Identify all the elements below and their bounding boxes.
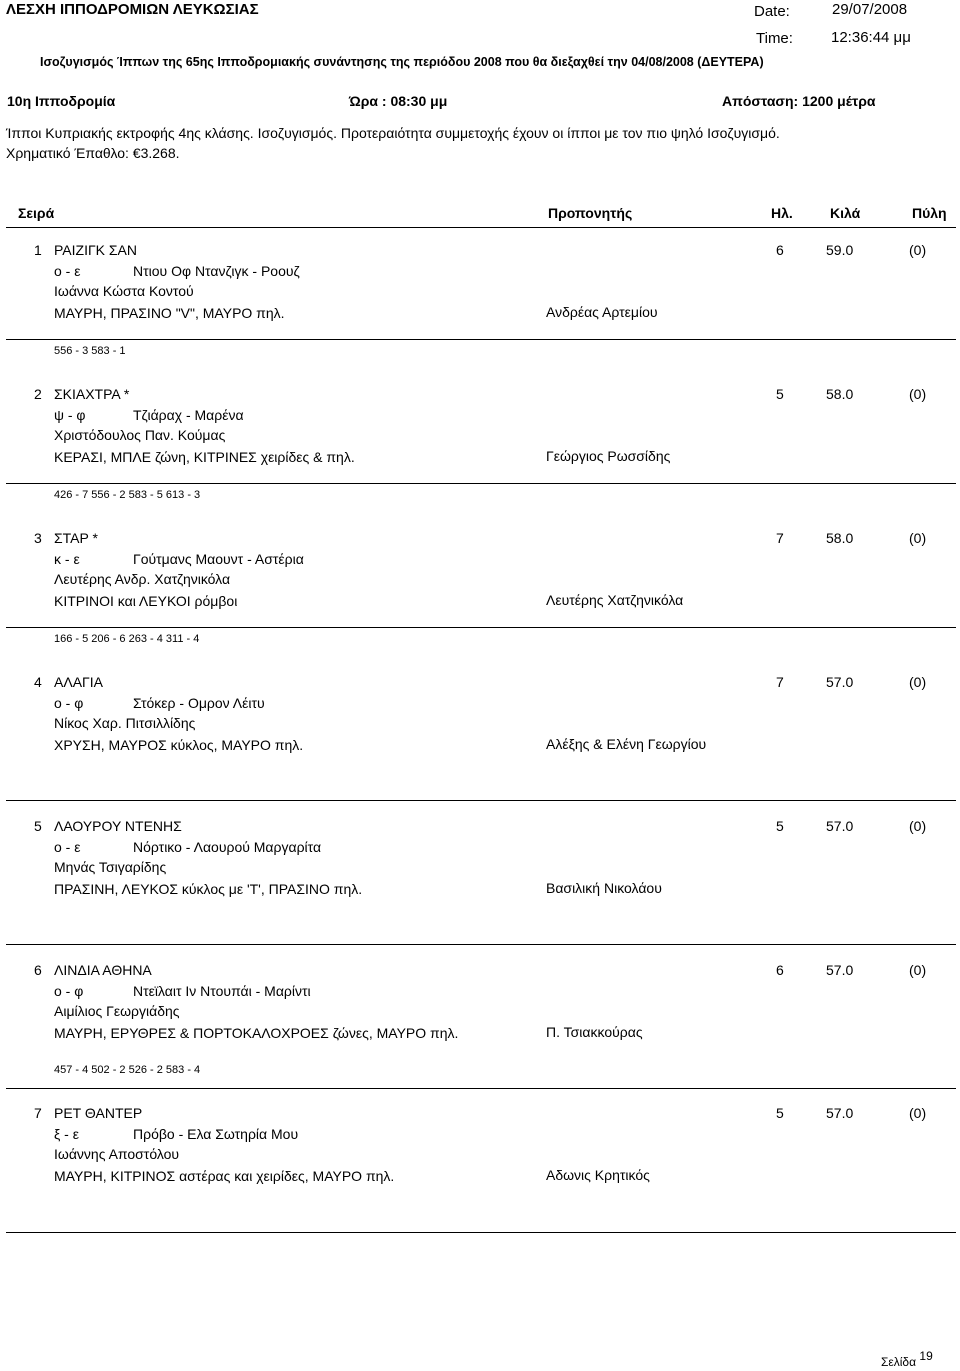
horse-gate: (0) [909,242,927,258]
horse-age: 5 [776,386,784,402]
horse-colors: ΧΡΥΣΗ, ΜΑΥΡΟΣ κύκλος, ΜΑΥΡΟ πηλ. [54,737,304,753]
horse-owner: Λευτέρης Ανδρ. Χατζηνικόλα [54,571,231,587]
horse-trainer: Αλέξης & Ελένη Γεωργίου [546,736,707,752]
entry-divider [6,800,956,801]
entry-divider [6,339,956,340]
date-value: 29/07/2008 [832,1,908,18]
horse-form: 426 - 7 556 - 2 583 - 5 613 - 3 [54,489,201,501]
page-label: Σελίδα [881,1355,917,1369]
horse-weight: 58.0 [826,530,854,546]
horse-weight: 57.0 [826,818,854,834]
horse-age: 7 [776,530,784,546]
header-divider [6,227,956,228]
race-description: Ίπποι Κυπριακής εκτροφής 4ης κλάσης. Ισοζυγισμός. Προτεραιότητα συμμετοχής έχουν οι ίπποι με τον πιο ψηλό Ισοζυγισμό. [6,125,780,141]
horse-gate: (0) [909,530,927,546]
entry-number: 1 [34,242,42,258]
horse-age: 5 [776,1105,784,1121]
horse-name: ΛΑΟΥΡΟΥ ΝΤΕΝΗΣ [54,818,182,834]
horse-name: ΡΑΙΖΙΓΚ ΣΑΝ [54,242,138,258]
meeting-subtitle: Ισοζυγισμός Ίππων της 65ης Ιπποδρομιακής συνάντησης της περιόδου 2008 που θα διεξαχθεί την 04/08/2008 (ΔΕΥΤΕΡΑ) [40,55,764,69]
column-gate: Πύλη [912,205,947,221]
entry-number: 3 [34,530,42,546]
horse-sex: ο - φ [54,983,84,999]
horse-age: 6 [776,242,784,258]
page-footer [881,1349,933,1369]
horse-trainer: Λευτέρης Χατζηνικόλα [546,592,684,608]
horse-sex: κ - ε [54,551,80,567]
horse-age: 7 [776,674,784,690]
horse-parents: Νόρτικο - Λαουρού Μαργαρίτα [133,839,322,855]
entry-number: 5 [34,818,42,834]
column-age: Ηλ. [771,205,793,221]
entry-divider [6,944,956,945]
horse-sex: ξ - ε [54,1126,79,1142]
horse-form: 457 - 4 502 - 2 526 - 2 583 - 4 [54,1064,201,1076]
horse-age: 6 [776,962,784,978]
horse-weight: 57.0 [826,962,854,978]
entry-divider [6,627,956,628]
entry-number: 2 [34,386,42,402]
horse-trainer: Π. Τσιακκούρας [546,1024,643,1040]
club-name: ΛΕΣΧΗ ΙΠΠΟΔΡΟΜΙΩΝ ΛΕΥΚΩΣΙΑΣ [6,1,259,18]
horse-colors: ΜΑΥΡΗ, ΚΙΤΡΙΝΟΣ αστέρας και χειρίδες, ΜΑΥΡΟ πηλ. [54,1168,395,1184]
horse-parents: Στόκερ - Ομρον Λέιτυ [133,695,265,711]
horse-gate: (0) [909,962,927,978]
horse-trainer: Αδωνις Κρητικός [546,1167,650,1183]
entry-number: 4 [34,674,42,690]
time-value: 12:36:44 μμ [831,29,911,46]
horse-age: 5 [776,818,784,834]
entry-number: 7 [34,1105,42,1121]
horse-form: 556 - 3 583 - 1 [54,345,126,357]
horse-parents: Ντεϊλαιτ Ιν Ντουπάι - Μαρίντι [133,983,311,999]
horse-trainer: Γεώργιος Ρωσσίδης [546,448,671,464]
horse-colors: ΜΑΥΡΗ, ΠΡΑΣΙΝΟ "V", ΜΑΥΡΟ πηλ. [54,305,285,321]
column-weight: Κιλά [830,205,861,221]
horse-trainer: Ανδρέας Αρτεμίου [546,304,658,320]
horse-name: ΣΤΑΡ * [54,530,98,546]
horse-sex: ο - ε [54,839,81,855]
horse-owner: Χριστόδουλος Παν. Κούμας [54,427,226,443]
horse-trainer: Βασιλική Νικολάου [546,880,662,896]
horse-gate: (0) [909,1105,927,1121]
horse-sex: ο - ε [54,263,81,279]
horse-name: ΛΙΝΔΙΑ ΑΘΗΝΑ [54,962,152,978]
horse-name: ΡΕΤ ΘΑΝΤΕΡ [54,1105,143,1121]
race-prize: Χρηματικό Έπαθλο: €3.268. [6,145,180,161]
horse-owner: Μηνάς Τσιγαρίδης [54,859,167,875]
horse-name: ΣΚΙΑΧΤΡΑ * [54,386,130,402]
horse-sex: ψ - φ [54,407,86,423]
horse-gate: (0) [909,386,927,402]
entry-divider [6,483,956,484]
horse-weight: 57.0 [826,674,854,690]
column-trainer: Προπονητής [548,205,633,221]
entry-divider [6,1088,956,1089]
horse-colors: ΚΕΡΑΣΙ, ΜΠΛΕ ζώνη, ΚΙΤΡΙΝΕΣ χειρίδες & πηλ. [54,449,355,465]
horse-parents: Γούτμανς Μαουντ - Αστέρια [133,551,304,567]
horse-form: 166 - 5 206 - 6 263 - 4 311 - 4 [54,633,200,645]
horse-weight: 59.0 [826,242,854,258]
horse-owner: Ιωάννης Αποστόλου [54,1146,180,1162]
race-time: Ώρα : 08:30 μμ [349,93,448,109]
date-label: Date: [754,3,790,20]
entry-divider [6,1232,956,1233]
horse-owner: Νίκος Χαρ. Πιτσιλλίδης [54,715,196,731]
horse-colors: ΜΑΥΡΗ, ΕΡΥΘΡΕΣ & ΠΟΡΤΟΚΑΛΟΧΡΟΕΣ ζώνες, ΜΑΥΡΟ πηλ. [54,1025,459,1041]
race-number: 10η Ιπποδρομία [7,93,116,109]
race-distance: Απόσταση: 1200 μέτρα [722,93,876,109]
page-number: 19 [919,1349,933,1363]
horse-gate: (0) [909,674,927,690]
horse-weight: 57.0 [826,1105,854,1121]
horse-parents: Τζιάραχ - Μαρένα [133,407,244,423]
horse-parents: Ντιου Οφ Ντανζιγκ - Ροουζ [133,263,300,279]
race-description-block [6,123,946,163]
horse-colors: ΚΙΤΡΙΝΟΙ και ΛΕΥΚΟΙ ρόμβοι [54,593,238,609]
horse-owner: Ιωάννα Κώστα Κοντού [54,283,194,299]
horse-owner: Αιμίλιος Γεωργιάδης [54,1003,180,1019]
entry-number: 6 [34,962,42,978]
column-order: Σειρά [18,205,55,221]
horse-weight: 58.0 [826,386,854,402]
horse-colors: ΠΡΑΣΙΝΗ, ΛΕΥΚΟΣ κύκλος με 'Τ', ΠΡΑΣΙΝΟ πηλ. [54,881,363,897]
time-label: Time: [756,30,793,47]
horse-parents: Πρόβο - Ελα Σωτηρία Μου [133,1126,299,1142]
horse-sex: ο - φ [54,695,84,711]
horse-gate: (0) [909,818,927,834]
horse-name: ΑΛΑΓΙΑ [54,674,103,690]
